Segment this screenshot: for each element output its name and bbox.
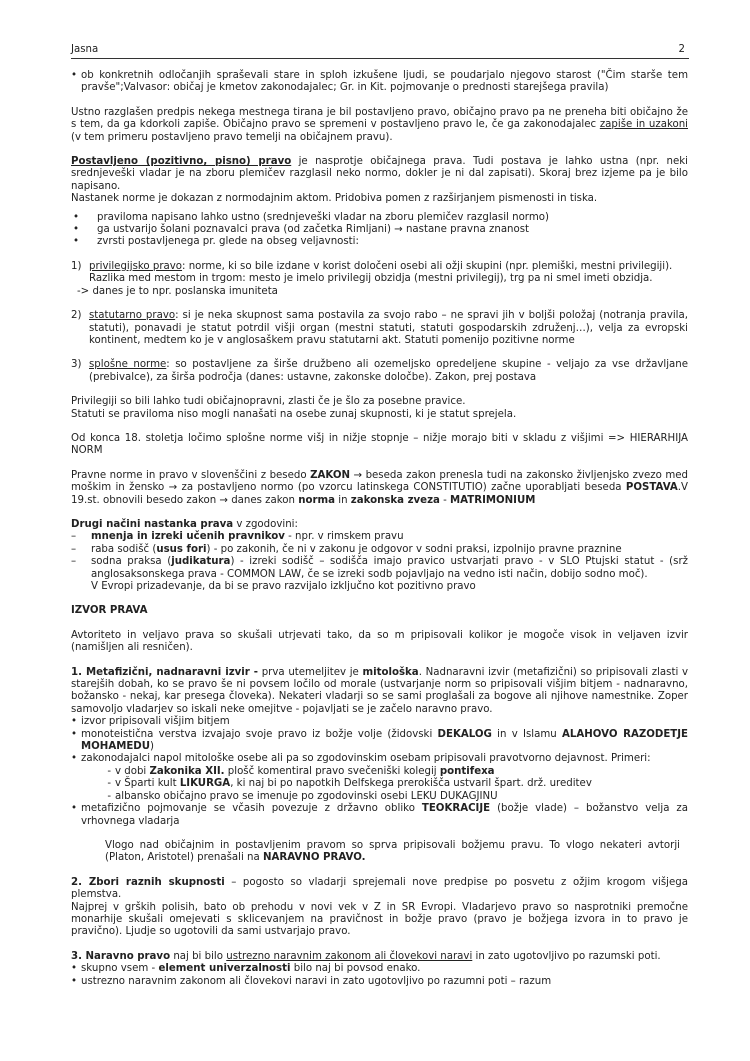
list-item: • ga ustvarijo šolani poznavalci prava (od začetka Rimljani) → nastane pravna znanost xyxy=(73,224,530,236)
dash-icon: - xyxy=(107,765,111,777)
paragraph-text: ob konkretnih odločanjih spraševali stare in sploh izkušene ljudi, se poudarjalo njegovo starost ("Čim starše tem pravše";Valvasor: običaj je kmetov zakonodajalec; Gr. in Kit. pojmovanje o prednosti starejšega pravila) xyxy=(81,70,688,94)
bullet-icon: • xyxy=(71,70,78,81)
dash-icon: - xyxy=(107,778,111,790)
list-item: – sodna praksa (judikatura) - izreki sodišč – sodišča imajo pravico ustvarjati pravo - v SLO Ptujski statut - (srž anglosaksonskega prava - COMMON LAW, če se izreki sodb pojavljajo na vedno isti način, dobijo sodno moč). xyxy=(71,556,688,580)
paragraph-line: Privilegiji so bili lahko tudi običajnopravni, zlasti če je šlo za posebne pravice. xyxy=(71,396,466,408)
bullet-item: • izvor pripisovali višjim bitjem xyxy=(71,716,230,728)
bullet-icon: • xyxy=(71,728,78,740)
list-item: – raba sodišč (usus fori) - po zakonih, če ni v zakonu je odgovor v sodni praksi, izpolnijo pravne praznine xyxy=(71,543,622,555)
paragraph: Ustno razglašen predpis nekega mestnega tirana je bil postavljeno pravo, običajno pravo pa ne preneha biti običajno že s tem, da ga kdorkoli zapiše. Običajno pravo se spremeni v postavljeno pravo le, če ga zakonodajalec zapiše in uzakoni (v tem primeru postavljeno pravo temelji na običajnem pravu). xyxy=(71,106,688,143)
bullet-icon: • xyxy=(73,236,80,248)
paragraph: 2. Zbori raznih skupnosti – pogosto so vladarji sprejemali nove predpise po posvetu z ožjim krogom višjega plemstva. xyxy=(71,876,688,901)
bullet-icon: • xyxy=(71,753,78,765)
bullet-icon: • xyxy=(71,716,78,728)
numbered-item: 1) privilegijsko pravo: norme, ki so bile izdane v korist določeni osebi ali ožji skupini (npr. plemiški, mestni privilegiji). xyxy=(71,260,673,272)
list-item: – mnenja in izreki učenih pravnikov - npr. v rimskem pravu xyxy=(71,531,404,543)
dash-icon: – xyxy=(71,543,77,555)
sub-list-item: - v dobi Zakonika XII. plošč komentiral pravo svečeniški kolegij pontifexa xyxy=(71,766,688,778)
underlined-term: statutarno pravo xyxy=(89,310,176,322)
paragraph-line: Statuti se praviloma niso mogli nanašati na osebe zunaj skupnosti, ki je statut sprejela. xyxy=(71,408,517,420)
paragraph-line: Razlika med mestom in trgom: mesto je imelo privilegij obzidja (mestni privilegij), trg pa ni smel imeti obzidja. xyxy=(89,273,653,285)
bullet-icon: • xyxy=(71,975,78,987)
subheading: Drugi načini nastanka prava v zgodovini: xyxy=(71,518,298,530)
page-number: 2 xyxy=(678,44,685,55)
paragraph: 1. Metafizični, nadnaravni izvir - prva utemeljitev je mitološka. Nadnaravni izvir (metafizični) so pripisovali zlasti v starejših dobah, ko se pravo še ni povsem ločilo od morale (ustvarjanje norm so pripisovali višjim bitjem - nadnaravno, božansko - nekaj, kar presega človeka). Nekateri vladarji so se sami proglašali za bogove ali njihove namestnike. Zoper samovoljo vladarjev so iskali neke omejitve - pojavljati se je začelo naravno pravo. xyxy=(71,666,689,715)
bullet-item: • zakonodajalci napol mitološke osebe ali pa so zgodovinskim osebam pripisovali pravotvorno dejavnost. Primeri: xyxy=(71,753,651,765)
item-number: 3) xyxy=(71,359,82,371)
section-title: IZVOR PRAVA xyxy=(71,605,148,617)
list-item: • praviloma napisano lahko ustno (srednjeveški vladar na zboru plemičev razglasil normo) xyxy=(73,211,549,223)
dash-icon: - xyxy=(107,790,111,802)
bullet-item: • metafizično pojmovanje se včasih povezuje z državno obliko TEOKRACIJE (božje vlade) – božanstvo velja za vrhovnega vladarja xyxy=(71,803,688,827)
bullet-icon: • xyxy=(71,803,78,815)
paragraph: Postavljeno (pozitivno, pisno) pravo je nasprotje običajnega prava. Tudi postava je lahko ustna (npr. neki srednjeveški vladar je na zboru plemičev razglasil neko normo, dokler je ni dal zapisati). Skoraj brez izjeme pa je bilo napisano. xyxy=(71,156,688,192)
sub-list-item: - v Šparti kult LIKURGA, ki naj bi po napotkih Delfskega prerokišča ustvaril špart. drž. ureditev xyxy=(71,778,688,790)
paragraph: Od konca 18. stoletja ločimo splošne norme višj in nižje stopnje – nižje morajo biti v skladu z višjimi => HIERARHIJA NORM xyxy=(71,432,688,457)
list-item: • zvrsti postavljenega pr. glede na obseg veljavnosti: xyxy=(73,236,359,248)
dash-icon: – xyxy=(71,556,77,568)
indented-note: Vlogo nad običajnim in postavljenim pravom so sprva pripisovali božjemu pravu. To vlogo nekateri avtorji (Platon, Aristotel) prenašali na NARAVNO PRAVO. xyxy=(105,839,680,864)
item-number: 2) xyxy=(71,310,82,322)
paragraph-line: Nastanek norme je dokazan z normodajnim aktom. Pridobiva pomen z razširjanjem pismenosti in tiska. xyxy=(71,193,598,205)
bullet-item: • monoteistična verstva izvajajo svoje pravo iz božje volje (židovski DEKALOG in v Islamu ALAHOVO RAZODETJE MOHAMEDU) xyxy=(71,728,688,753)
header-title: Jasna xyxy=(71,44,99,55)
section-term: Postavljeno (pozitivno, pisno) pravo xyxy=(71,156,292,168)
bullet-icon: • xyxy=(71,963,78,975)
sub-list-item: - albansko običajno pravo se imenuje po zgodovinski osebi LEKU DUKAGJINU xyxy=(71,791,688,803)
header-divider xyxy=(71,58,689,59)
underlined-term: splošne norme xyxy=(89,359,167,371)
paragraph-line: -> danes je to npr. poslanska imuniteta xyxy=(77,285,278,297)
numbered-item: 2) statutarno pravo: si je neka skupnost sama postavila za svojo rabo – ne spravi jih v boljši položaj (notranja pravila, statuti), ponavadi je statut potrdil višji organ (mestni statuti, statuti gospodarskih združenj…), velja za evropski kontinent, medtem ko je v anglosaškem pravu statutarni akt. Statuti pomenijo pozitivne norme xyxy=(71,310,688,346)
bullet-item: • skupno vsem - element univerzalnosti bilo naj bi povsod enako. xyxy=(71,963,421,975)
page-header xyxy=(71,44,685,58)
bullet-icon: • xyxy=(73,224,80,236)
underlined-term: ustrezno naravnim zakonom ali človekovi naravi xyxy=(226,950,473,962)
underlined-term: zapiše in uzakoni xyxy=(599,119,688,131)
underlined-term: privilegijsko pravo xyxy=(89,260,183,272)
document-body xyxy=(71,70,688,988)
bullet-item xyxy=(71,70,688,95)
paragraph-line: V Evropi prizadevanje, da bi se pravo razvijalo izključno kot pozitivno pravo xyxy=(91,581,476,592)
bullet-icon: • xyxy=(73,211,80,223)
paragraph: 3. Naravno pravo naj bi bilo ustrezno naravnim zakonom ali človekovi naravi in zato ugotovljivo po razumski poti. xyxy=(71,950,661,962)
paragraph: Najprej v grških polisih, bato ob prehodu v novi vek v Z in SR Evropi. Vladarjevo pravo so nasprotniki premočne monarhije skušali omejevati s sklicevanjem na pravičnost in božje pravo (pravo je božjega izvora in to pravo je pravično). Ljudje so ugotovili da sami ustvarjajo pravo. xyxy=(71,901,688,938)
item-number: 1) xyxy=(71,260,82,272)
paragraph: Pravne norme in pravo v slovenščini z besedo ZAKON → beseda zakon prenesla tudi na zakonsko življenjsko zvezo med moškim in žensko → za postavljeno normo (po vzorcu latinskega CONSTITUTIO) začne uporabljati beseda POSTAVA.V 19.st. obnovili besedo zakon → danes zakon norma in zakonska zveza - MATRIMONIUM xyxy=(71,469,689,506)
dash-icon: – xyxy=(71,531,77,543)
numbered-item: 3) splošne norme: so postavljene za širše družbeno ali ozemeljsko opredeljene skupine - veljajo za vse državljane (prebivalce), za širša področja (danes: ustavne, zakonske določbe). Zakon, prej postava xyxy=(71,359,688,383)
bullet-item: • ustrezno naravnim zakonom ali človekovi naravi in zato ugotovljivo po razumni poti – razum xyxy=(71,975,552,987)
paragraph: Avtoriteto in veljavo prava so skušali utrjevati tako, da so m pripisovali kolikor je mogoče visok in veljaven izvir (namišljen ali resničen). xyxy=(71,629,688,654)
